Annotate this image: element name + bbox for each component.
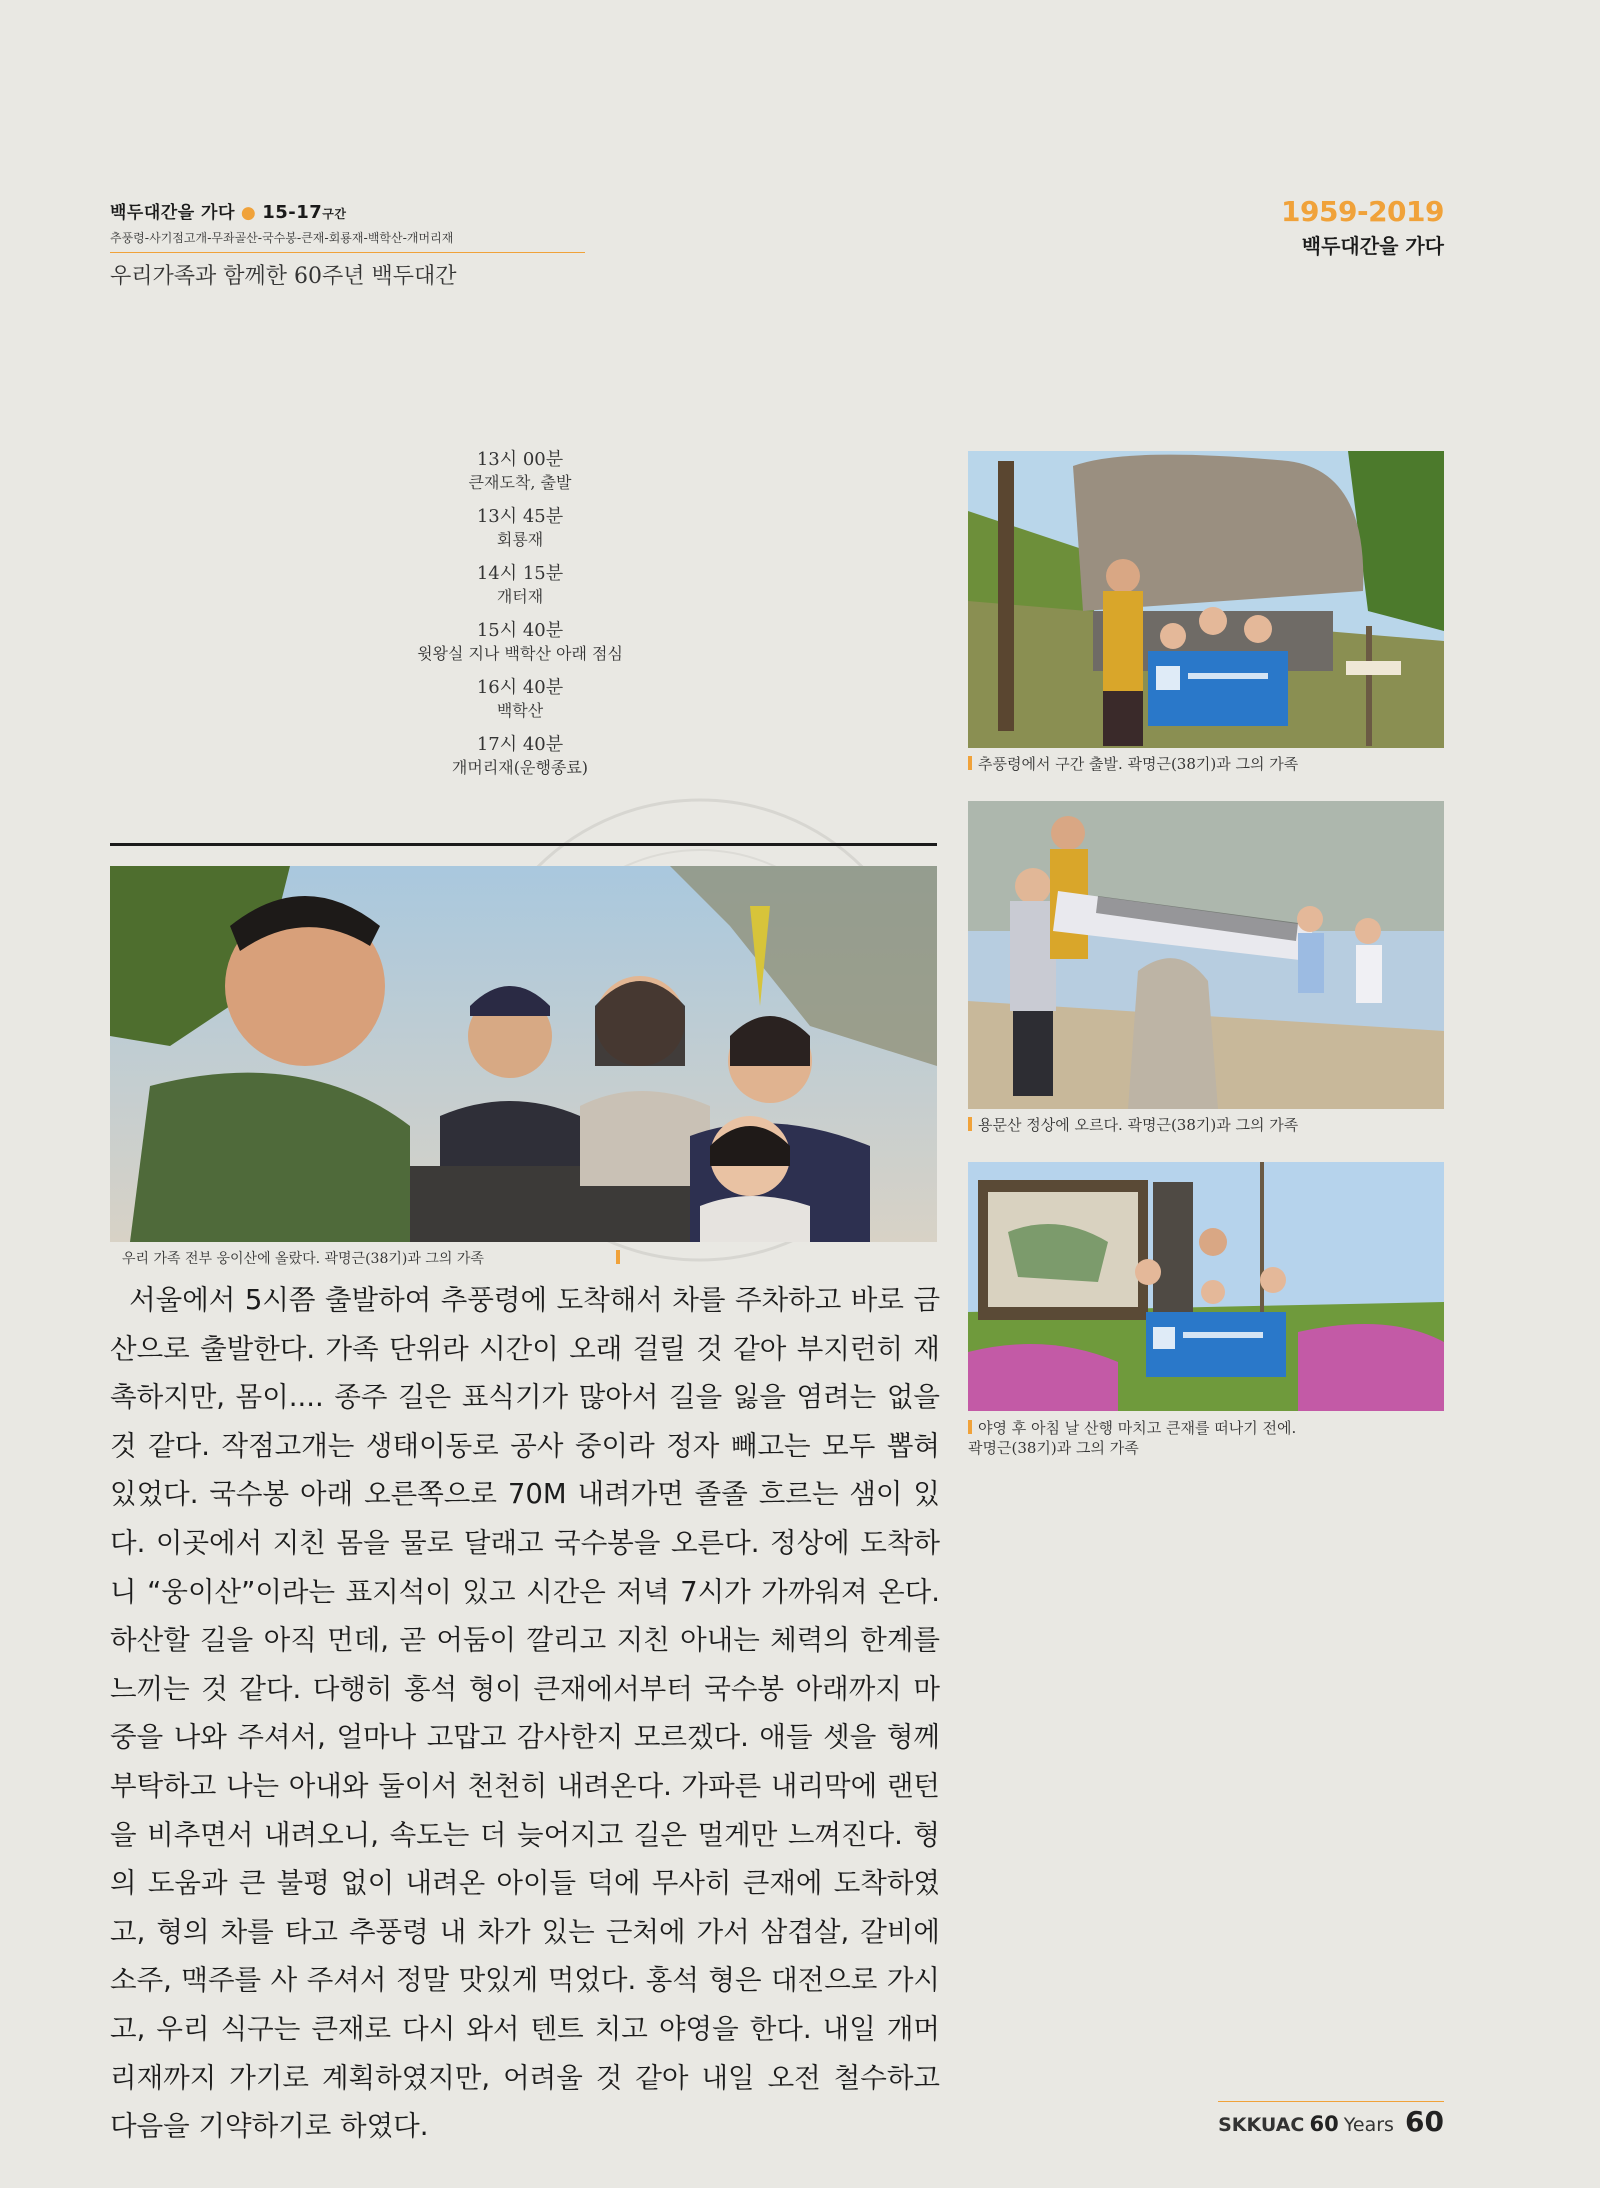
photo3-caption-line2: 곽명근(38기)과 그의 가족	[968, 1439, 1139, 1457]
section-range: 15-17	[262, 202, 323, 223]
main-photo-caption: 우리 가족 전부 웅이산에 올랐다. 곽명근(38기)과 그의 가족	[122, 1251, 484, 1267]
schedule-item	[380, 676, 660, 722]
schedule-place: 개터재	[496, 587, 544, 606]
schedule-place: 회룡재	[496, 530, 544, 549]
series-heading	[110, 198, 585, 223]
photo3-caption-line1-row	[968, 1418, 1296, 1438]
route-text: 추풍령-사기점고개-무좌골산-국수봉-큰재-회룡재-백학산-개머리재	[110, 231, 454, 245]
photo1-caption-text: 추풍령에서 구간 출발. 곽명근(38기)과 그의 가족	[978, 755, 1299, 773]
header-left	[110, 198, 585, 290]
header-right-subtitle: 백두대간을 가다	[1301, 234, 1444, 258]
header-divider	[110, 252, 585, 253]
main-family-photo	[110, 866, 937, 1242]
footer-sixty: 60	[1309, 2112, 1339, 2136]
schedule	[380, 448, 660, 790]
photo-yongmunsan	[968, 801, 1444, 1109]
schedule-place: 개머리재(운행종료)	[451, 758, 589, 777]
footer-divider	[1218, 2101, 1444, 2102]
schedule-time: 15시 40분	[476, 620, 564, 641]
caption-marker	[968, 1117, 972, 1131]
section-unit: 구간	[322, 207, 347, 221]
series-title: 백두대간을 가다	[110, 203, 235, 223]
footer-brand: SKKUAC	[1218, 2114, 1305, 2136]
schedule-time: 17시 40분	[476, 734, 564, 755]
caption-marker	[616, 1250, 620, 1264]
schedule-item	[380, 505, 660, 551]
dot-icon: ●	[240, 203, 257, 223]
photo1-caption	[968, 754, 1298, 774]
schedule-place: 백학산	[496, 701, 544, 720]
schedule-time: 13시 45분	[476, 506, 564, 527]
header-right	[1281, 195, 1444, 259]
body-paragraph	[110, 1276, 940, 2151]
page-number: 60	[1405, 2105, 1444, 2138]
caption-marker	[968, 756, 972, 770]
schedule-item	[380, 733, 660, 779]
caption-marker	[968, 1420, 972, 1434]
schedule-time: 14시 15분	[476, 563, 564, 584]
footer	[1218, 2105, 1444, 2138]
schedule-divider	[110, 843, 937, 846]
photo-chupungnyeong	[968, 451, 1444, 748]
schedule-item	[380, 448, 660, 494]
body-paragraph-text: 서울에서 5시쯤 출발하여 추풍령에 도착해서 차를 주차하고 바로 금산으로 출발한다. 가족 단위라 시간이 오래 걸릴 것 같아 부지런히 재촉하지만, 몸이.... 종주 길은 표식기가 많아서 길을 잃을 염려는 없을 것 같다. 작점고개는 생태이동로 공사 중이라 정자 빼고는 모두 뽑혀 있었다. 국수봉 아래 오른쪽으로 70M 내려가면 졸졸 흐르는 샘이 있다. 이곳에서 지친 몸을 물로 달래고 국수봉을 오른다. 정상에 도착하니 “웅이산”이라는 표지석이 있고 시간은 저녁 7시가 가까워져 온다. 하산할 길을 아직 먼데, 곧 어둠이 깔리고 지친 아내는 체력의 한계를 느끼는 것 같다. 다행히 홍석 형이 큰재에서부터 국수봉 아래까지 마중을 나와 주셔서, 얼마나 고맙고 감사한지 모르겠다. 애들 셋을 형께 부탁하고 나는 아내와 둘이서 천천히 내려온다. 가파른 내리막에 랜턴을 비추면서 내려오니, 속도는 더 늦어지고 길은 멀게만 느껴진다. 형의 도움과 큰 불평 없이 내려온 아이들 덕에 무사히 큰재에 도착하였고, 형의 차를 타고 추풍령 내 차가 있는 근처에 가서 삼겹살, 갈비에 소주, 맥주를 사 주셔서 정말 맛있게 먹었다. 홍석 형은 대전으로 가시고, 우리 식구는 큰재로 다시 와서 텐트 치고 야영을 한다. 내일 개머리재까지 가기로 계획하였지만, 어려울 것 같아 내일 오전 철수하고 다음을 기약하기로 하였다.	[110, 1284, 941, 2143]
article-title: 우리가족과 함께한 60주년 백두대간	[110, 264, 457, 289]
photo2-caption	[968, 1115, 1298, 1135]
schedule-time: 16시 40분	[476, 677, 564, 698]
photo-keunjae	[968, 1162, 1444, 1411]
schedule-place: 윗왕실 지나 백학산 아래 점심	[417, 644, 623, 663]
photo2-caption-text: 용문산 정상에 오르다. 곽명근(38기)과 그의 가족	[978, 1116, 1299, 1134]
schedule-time: 13시 00분	[476, 449, 564, 470]
schedule-place: 큰재도착, 출발	[468, 473, 572, 492]
photo3-caption-line1: 야영 후 아침 날 산행 마치고 큰재를 떠나기 전에.	[978, 1419, 1297, 1437]
schedule-item	[380, 562, 660, 608]
footer-years-word: Years	[1343, 2114, 1394, 2136]
schedule-item	[380, 619, 660, 665]
anniversary-years: 1959-2019	[1281, 195, 1444, 228]
photo3-caption	[968, 1418, 1296, 1458]
